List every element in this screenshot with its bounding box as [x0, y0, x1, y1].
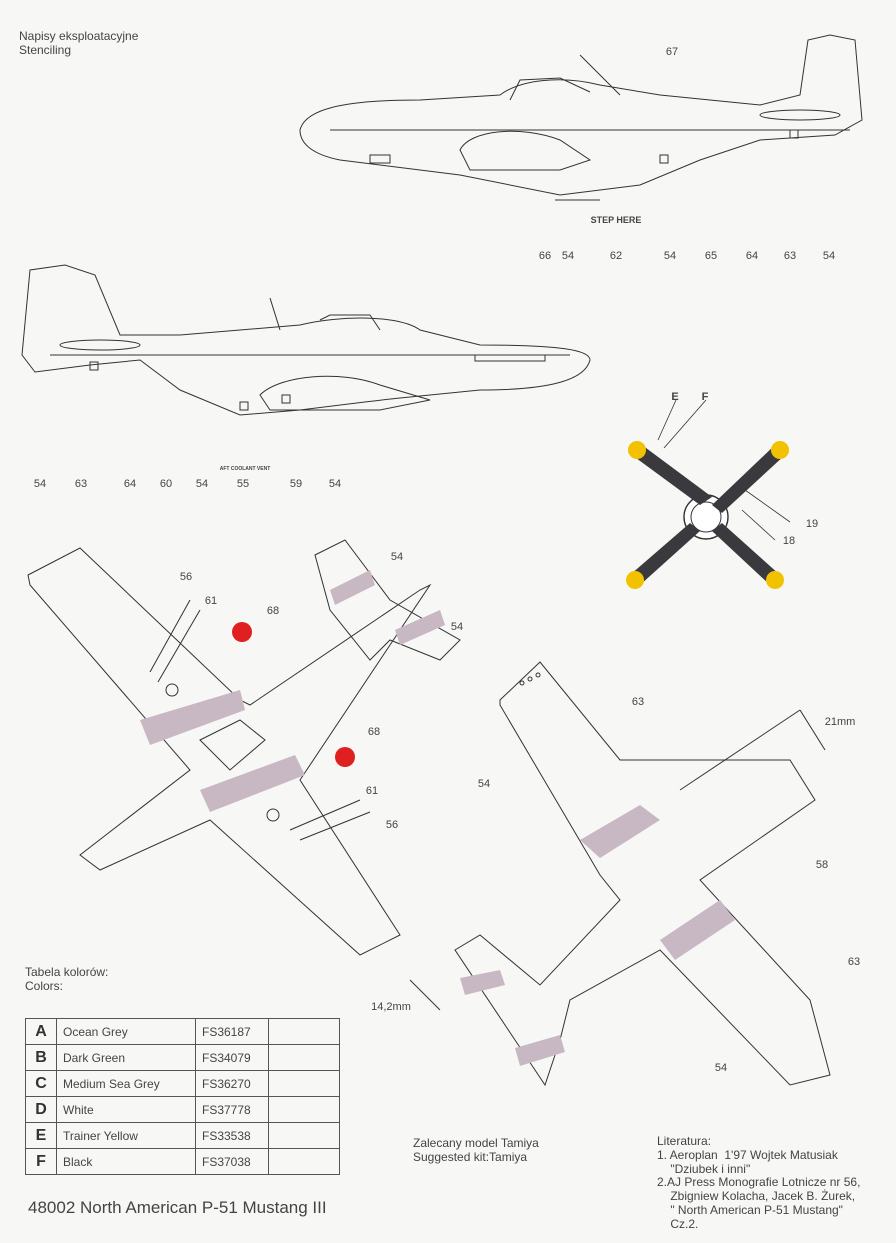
header-stenciling	[19, 30, 138, 58]
color-swatch-cell	[269, 1019, 340, 1045]
literature-line: 2.AJ Press Monografie Lotnicze nr 56,	[657, 1175, 861, 1190]
color-row	[26, 1149, 340, 1175]
callout-63: 63	[74, 478, 88, 490]
color-swatch-cell	[269, 1097, 340, 1123]
callout-64: 64	[745, 250, 759, 262]
color-swatch-cell	[269, 1149, 340, 1175]
propeller-blade	[626, 523, 700, 589]
color-swatch-cell	[269, 1123, 340, 1149]
side-view-right-facing	[22, 265, 590, 415]
callout-54: 54	[33, 478, 47, 490]
color-code: B	[26, 1045, 57, 1071]
color-name: Medium Sea Grey	[57, 1071, 196, 1097]
color-name: Dark Green	[57, 1045, 196, 1071]
color-name: White	[57, 1097, 196, 1123]
color-name: Black	[57, 1149, 196, 1175]
color-name: Ocean Grey	[57, 1019, 196, 1045]
callout-54: 54	[477, 778, 491, 790]
callout-19: 19	[805, 518, 819, 530]
suggested-kit	[413, 1137, 539, 1165]
callout-54: 54	[390, 551, 404, 563]
dimension-21mm: 21mm	[824, 716, 856, 728]
color-fs: FS37778	[196, 1097, 269, 1123]
literature	[657, 1135, 860, 1232]
colors-heading-polish: Tabela kolorów:	[25, 965, 109, 979]
literature-line: 1. Aeroplan 1'97 Wojtek Matusiak	[657, 1147, 838, 1162]
callout-64: 64	[123, 478, 137, 490]
color-row	[26, 1019, 340, 1045]
callouts-bottom-view	[371, 696, 860, 1074]
callout-67: 67	[665, 46, 679, 58]
propeller-blade	[712, 441, 789, 513]
suggested-kit-english: Suggested kit:Tamiya	[413, 1149, 528, 1164]
callout-E: E	[671, 391, 679, 403]
color-fs: FS33538	[196, 1123, 269, 1149]
header-line-polish: Napisy eksploatacyjne	[19, 29, 139, 43]
callout-61: 61	[365, 785, 379, 797]
color-fs: FS34079	[196, 1045, 269, 1071]
callout-56: 56	[385, 819, 399, 831]
literature-line: Cz.2.	[657, 1216, 699, 1231]
propeller-blade	[712, 523, 784, 589]
callouts-side-view-2	[34, 466, 341, 490]
callout-58: 58	[815, 859, 829, 871]
header-line-english: Stenciling	[19, 42, 72, 57]
aft-coolant-vent-label: AFT COOLANT VENT	[219, 466, 271, 472]
propeller-front-view	[626, 400, 790, 589]
callout-54: 54	[328, 478, 342, 490]
callout-63: 63	[847, 956, 861, 968]
suggested-kit-polish: Zalecany model Tamiya	[413, 1136, 539, 1150]
color-name: Trainer Yellow	[57, 1123, 196, 1149]
callout-63: 63	[783, 250, 797, 262]
footer-title: 48002 North American P-51 Mustang III	[28, 1198, 327, 1217]
callout-54: 54	[663, 250, 677, 262]
colors-heading	[25, 966, 108, 994]
color-code: D	[26, 1097, 57, 1123]
callout-62: 62	[609, 250, 623, 262]
color-row	[26, 1071, 340, 1097]
bottom-view-lower-surface	[410, 662, 830, 1085]
callout-61: 61	[204, 595, 218, 607]
callout-66: 66	[538, 250, 552, 262]
callout-59: 59	[289, 478, 303, 490]
literature-line: " North American P-51 Mustang"	[657, 1202, 843, 1217]
color-fs: FS37038	[196, 1149, 269, 1175]
step-here-label: STEP HERE	[590, 215, 642, 225]
literature-line: Zbigniew Kolacha, Jacek B. Żurek,	[657, 1189, 856, 1204]
propeller-blade	[628, 441, 712, 505]
color-swatch-cell	[269, 1071, 340, 1097]
top-view-upper-surface	[28, 540, 460, 955]
color-fs: FS36270	[196, 1071, 269, 1097]
color-code: E	[26, 1123, 57, 1149]
callout-63: 63	[631, 696, 645, 708]
color-row	[26, 1097, 340, 1123]
color-code: F	[26, 1149, 57, 1175]
literature-line: "Dziubek i inni"	[657, 1161, 751, 1176]
callout-54: 54	[561, 250, 575, 262]
color-code: A	[26, 1019, 57, 1045]
color-swatch-cell	[269, 1045, 340, 1071]
callout-56: 56	[179, 571, 193, 583]
callout-68: 68	[367, 726, 381, 738]
color-fs: FS36187	[196, 1019, 269, 1045]
callout-54: 54	[450, 621, 464, 633]
callout-18: 18	[782, 535, 796, 547]
callout-54: 54	[714, 1062, 728, 1074]
color-row	[26, 1123, 340, 1149]
callout-F: F	[701, 391, 709, 403]
callout-54: 54	[822, 250, 836, 262]
callouts-side-view-1	[539, 46, 835, 262]
color-code: C	[26, 1071, 57, 1097]
color-row	[26, 1045, 340, 1071]
callout-54: 54	[195, 478, 209, 490]
literature-heading: Literatura:	[657, 1134, 712, 1148]
colors-heading-english: Colors:	[25, 978, 64, 993]
callout-55: 55	[236, 478, 250, 490]
colors-table	[25, 1018, 340, 1175]
side-view-left-facing	[300, 35, 862, 200]
callout-65: 65	[704, 250, 718, 262]
dimension-14-2mm: 14,2mm	[371, 1001, 411, 1013]
callout-68: 68	[266, 605, 280, 617]
callout-60: 60	[159, 478, 173, 490]
